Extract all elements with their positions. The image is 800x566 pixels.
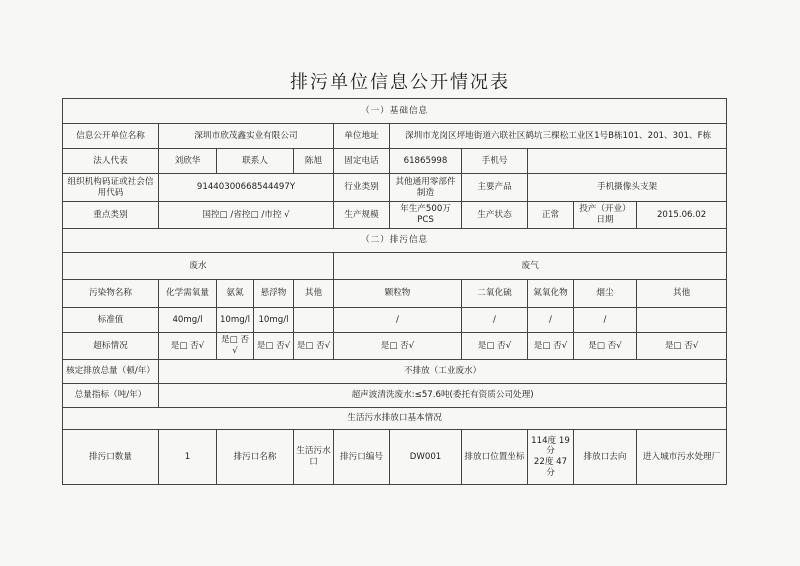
gas-std-particulate: / bbox=[334, 308, 462, 333]
contact-value: 陈旭 bbox=[294, 149, 334, 174]
sewage-header: 生活污水排放口基本情况 bbox=[63, 408, 727, 430]
outlet-destination-value: 进入城市污水处理厂 bbox=[637, 430, 727, 485]
gas-col-other: 其他 bbox=[637, 280, 727, 308]
contact-label: 联系人 bbox=[217, 149, 294, 174]
gas-exceed-other: 是□ 否√ bbox=[637, 333, 727, 360]
key-category-label: 重点类别 bbox=[63, 202, 159, 229]
legal-rep-label: 法人代表 bbox=[63, 149, 159, 174]
standard-label: 标准值 bbox=[63, 308, 159, 333]
gas-col-soot: 烟尘 bbox=[574, 280, 637, 308]
water-std-other bbox=[294, 308, 334, 333]
water-exceed-other: 是□ 否√ bbox=[294, 333, 334, 360]
outlet-count-label: 排污口数量 bbox=[63, 430, 159, 485]
total-approved-value: 不排放（工业废水） bbox=[159, 360, 727, 384]
outlet-name-value: 生活污水口 bbox=[294, 430, 334, 485]
outlet-destination-label: 排放口去向 bbox=[574, 430, 637, 485]
outlet-position-label: 排放口位置坐标 bbox=[462, 430, 528, 485]
gas-exceed-so2: 是□ 否√ bbox=[462, 333, 528, 360]
water-col-other: 其他 bbox=[294, 280, 334, 308]
total-index-label: 总量指标（吨/年） bbox=[63, 384, 159, 408]
industry-label: 行业类别 bbox=[334, 174, 390, 202]
wastewater-header: 废水 bbox=[63, 253, 334, 280]
status-value: 正常 bbox=[528, 202, 574, 229]
gas-std-nox: / bbox=[528, 308, 574, 333]
status-label: 生产状态 bbox=[462, 202, 528, 229]
gas-std-so2: / bbox=[462, 308, 528, 333]
water-exceed-ammonia: 是□ 否√ bbox=[217, 333, 254, 360]
phone-label: 固定电话 bbox=[334, 149, 390, 174]
gas-col-particulate: 颗粒物 bbox=[334, 280, 462, 308]
mobile-label: 手机号 bbox=[462, 149, 528, 174]
mobile-value bbox=[528, 149, 727, 174]
address-label: 单位地址 bbox=[334, 124, 390, 149]
scale-label: 生产规模 bbox=[334, 202, 390, 229]
total-index-value: 超声波清洗废水:≤57.6吨(委托有资质公司处理) bbox=[159, 384, 727, 408]
gas-exceed-soot: 是□ 否√ bbox=[574, 333, 637, 360]
outlet-position-longitude: 114度 19分 bbox=[531, 435, 570, 457]
basic-info-header: （一）基础信息 bbox=[63, 99, 727, 124]
address-value: 深圳市龙岗区坪地街道六联社区鹤坑三棵松工业区1号B栋101、201、301、F栋 bbox=[390, 124, 727, 149]
gas-exceed-particulate: 是□ 否√ bbox=[334, 333, 462, 360]
key-category-value: 国控□ /省控□ /市控 √ bbox=[159, 202, 334, 229]
discharge-header: （二）排污信息 bbox=[63, 229, 727, 253]
product-value: 手机摄像头支架 bbox=[528, 174, 727, 202]
water-col-suspended: 悬浮物 bbox=[254, 280, 294, 308]
page-title: 排污单位信息公开情况表 bbox=[290, 72, 510, 93]
pollutant-label: 污染物名称 bbox=[63, 280, 159, 308]
unit-name-label: 信息公开单位名称 bbox=[63, 124, 159, 149]
outlet-position-latitude: 22度 47分 bbox=[533, 457, 568, 478]
total-approved-label: 核定排放总量（顿/年） bbox=[63, 360, 159, 384]
outlet-id-label: 排污口编号 bbox=[334, 430, 390, 485]
exceed-label: 超标情况 bbox=[63, 333, 159, 360]
info-table bbox=[62, 98, 727, 485]
water-col-ammonia: 氨氮 bbox=[217, 280, 254, 308]
waste-gas-header: 废气 bbox=[334, 253, 727, 280]
date-label: 投产（开业）日期 bbox=[574, 202, 637, 229]
gas-col-nox: 氮氧化物 bbox=[528, 280, 574, 308]
product-label: 主要产品 bbox=[462, 174, 528, 202]
water-std-cod: 40mg/l bbox=[159, 308, 217, 333]
unit-name-value: 深圳市欣茂鑫实业有限公司 bbox=[159, 124, 334, 149]
phone-value: 61865998 bbox=[390, 149, 462, 174]
gas-exceed-nox: 是□ 否√ bbox=[528, 333, 574, 360]
outlet-count-value: 1 bbox=[159, 430, 217, 485]
scale-value: 年生产500万PCS bbox=[390, 202, 462, 229]
outlet-name-label: 排污口名称 bbox=[217, 430, 294, 485]
gas-std-soot: / bbox=[574, 308, 637, 333]
credit-code-label: 组织机构码证或社会信用代码 bbox=[63, 174, 159, 202]
gas-std-other bbox=[637, 308, 727, 333]
water-col-cod: 化学需氧量 bbox=[159, 280, 217, 308]
outlet-position-value bbox=[528, 430, 574, 485]
gas-col-so2: 二氧化硫 bbox=[462, 280, 528, 308]
water-exceed-suspended: 是□ 否√ bbox=[254, 333, 294, 360]
water-std-suspended: 10mg/l bbox=[254, 308, 294, 333]
outlet-id-value: DW001 bbox=[390, 430, 462, 485]
water-exceed-cod: 是□ 否√ bbox=[159, 333, 217, 360]
date-value: 2015.06.02 bbox=[637, 202, 727, 229]
industry-value: 其他通用零部件制造 bbox=[390, 174, 462, 202]
legal-rep-value: 刘欣华 bbox=[159, 149, 217, 174]
water-std-ammonia: 10mg/l bbox=[217, 308, 254, 333]
credit-code-value: 91440300668544497Y bbox=[159, 174, 334, 202]
